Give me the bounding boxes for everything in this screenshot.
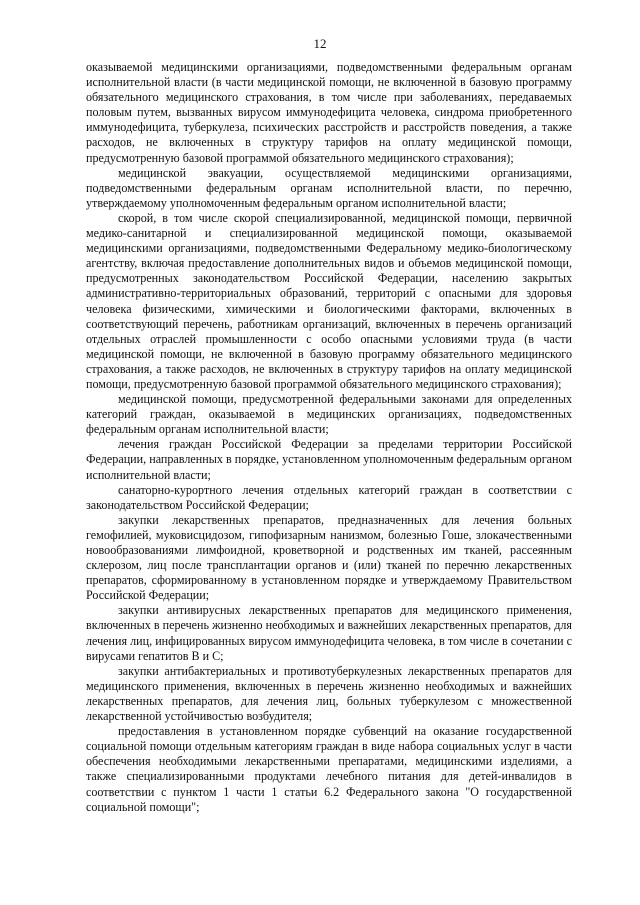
paragraph-antibacterial-procurement: закупки антибактериальных и противотуберкулезных лекарственных препаратов для медицинского применения, включенных в перечень жизненно необходимых и важнейших лекарственных препаратов, для лечения лиц, больных туберкулезом с множественной лекарственной устойчивостью возбудителя; xyxy=(86,663,572,724)
paragraph-antiviral-procurement: закупки антивирусных лекарственных препаратов для медицинского применения, включенных в перечень жизненно необходимых и важнейших лекарственных препаратов, для лечения лиц, инфицированных вирусом иммунодефицита человека, в том числе в сочетании с вирусами гепатитов B и C; xyxy=(86,603,572,663)
page-number: 12 xyxy=(313,36,327,51)
paragraph-subventions: предоставления в установленном порядке субвенций на оказание государственной социальной помощи отдельным категориям граждан в виде набора социальных услуг в части обеспечения необходимыми лекарственными препаратами, медицинскими изделиями, а также специализированными продуктами лечебного питания для детей-инвалидов в соответствии с пунктом 1 части 1 статьи 6.2 Федерального закона "О государственной социальной помощи"; xyxy=(86,724,572,814)
paragraph-sanatorium-treatment: санаторно-курортного лечения отдельных категорий граждан в соответствии с законодательством Российской Федерации; xyxy=(86,482,572,512)
paragraph-continuation: оказываемой медицинскими организациями, подведомственными федеральным органам исполнительной власти (в части медицинской помощи, не включенной в базовую программу обязательного медицинского страхования, в том числе при заболеваниях, передаваемых половым путем, вызванных вирусом иммунодефицита человека, синдрома приобретенного иммунодефицита, туберкулеза, психических расстройств и расстройств поведения, а также расходов, не включенных в структуру тарифов на оплату медицинской помощи, предусмотренную базовой программой обязательного медицинского страхования); xyxy=(86,60,572,165)
paragraph-medical-evacuation: медицинской эвакуации, осуществляемой медицинскими организациями, подведомственными федеральным органам исполнительной власти, по перечню, утверждаемому уполномоченным федеральным органом исполнительной власти; xyxy=(86,165,572,210)
paragraph-drug-procurement: закупки лекарственных препаратов, предназначенных для лечения больных гемофилией, муковисцидозом, гипофизарным нанизмом, болезнью Гоше, злокачественными новообразованиями лимфоидной, кроветворной и родственных им тканей, рассеянным склерозом, лиц после трансплантации органов и (или) тканей по перечню лекарственных препаратов, сформированному в установленном порядке и утверждаемому Правительством Российской Федерации; xyxy=(86,512,572,603)
document-body xyxy=(86,60,572,815)
paragraph-emergency-care: скорой, в том числе скорой специализированной, медицинской помощи, первичной медико-санитарной и специализированной медицинской помощи, оказываемой медицинскими организациями, подведомственными Федеральному медико-биологическому агентству, включая предоставление дополнительных видов и объемов медицинской помощи, предусмотренных законодательством Российской Федерации, населению закрытых административно-территориальных образований, территорий с опасными для здоровья человека физическими, химическими и биологическими факторами, включенных в соответствующий перечень, работникам организаций, включенных в перечень организаций отдельных отраслей промышленности с особо опасными условиями труда (в части медицинской помощи, не включенной в базовую программу обязательного медицинского страхования, а также расходов, не включенных в структуру тарифов на оплату медицинской помощи, предусмотренную базовой программой обязательного медицинского страхования); xyxy=(86,210,572,391)
paragraph-treatment-abroad: лечения граждан Российской Федерации за пределами территории Российской Федерации, направленных в порядке, установленном уполномоченным федеральным органом исполнительной власти; xyxy=(86,437,572,482)
paragraph-federal-laws-care: медицинской помощи, предусмотренной федеральными законами для определенных категорий граждан, оказываемой в медицинских организациях, подведомственных федеральным органам исполнительной власти; xyxy=(86,392,572,437)
